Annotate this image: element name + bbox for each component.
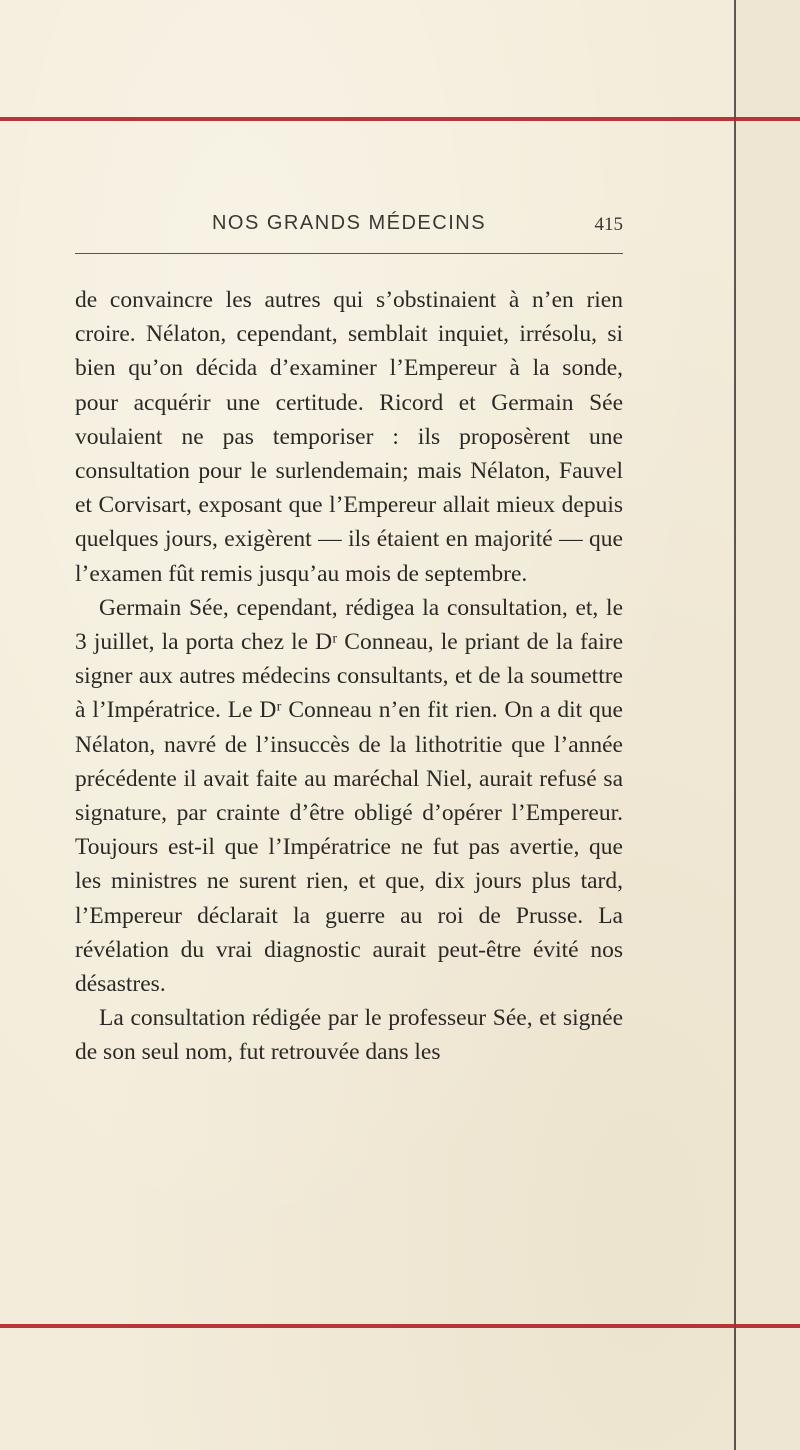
page-number: 415 (594, 214, 623, 235)
header-rule (75, 253, 623, 254)
paragraph-3: La consultation rédigée par le professeur Sée, et signée de son seul nom, fut retrouvée dans les (75, 1005, 623, 1066)
bottom-red-rule (0, 1324, 800, 1328)
paragraph-1: de convaincre les autres qui s’obstinaient à n’en rien croire. Nélaton, cependant, semblait inquiet, irrésolu, si bien qu’on décida d’examiner l’Empereur à la sonde, pour acquérir une certitude. Ricord et Germain Sée voulaient ne pas temporiser : ils proposèrent une consultation pour le surlendemain; mais Nélaton, Fauvel et Corvisart, exposant que l’Empereur allait mieux depuis quelques jours, exigèrent — ils étaient en majorité — que l’examen fût remis jusqu’au mois de septembre. (75, 287, 623, 587)
top-red-rule (0, 117, 800, 121)
page-fold-line (734, 0, 736, 1450)
body-text (75, 283, 623, 1070)
page-header (75, 212, 623, 248)
paragraph-2: Germain Sée, cependant, rédigea la consultation, et, le 3 juillet, la porta chez le Dʳ Conneau, le priant de la faire signer aux autres médecins consultants, et de la soumettre à l’Impératrice. Le Dʳ Conneau n’en fit rien. On a dit que Nélaton, navré de l’insuccès de la lithotritie que l’année précédente il avait faite au maréchal Niel, aurait refusé sa signature, par crainte d’être obligé d’opérer l’Empereur. Toujours est-il que l’Impératrice ne fut pas avertie, que les ministres ne surent rien, et que, dix jours plus tard, l’Empereur déclarait la guerre au roi de Prusse. La révélation du vrai diagnostic aurait peut-être évité nos désastres. (75, 594, 623, 998)
adjacent-page-edge (736, 0, 800, 1450)
running-title: NOS GRANDS MÉDECINS (211, 212, 487, 234)
